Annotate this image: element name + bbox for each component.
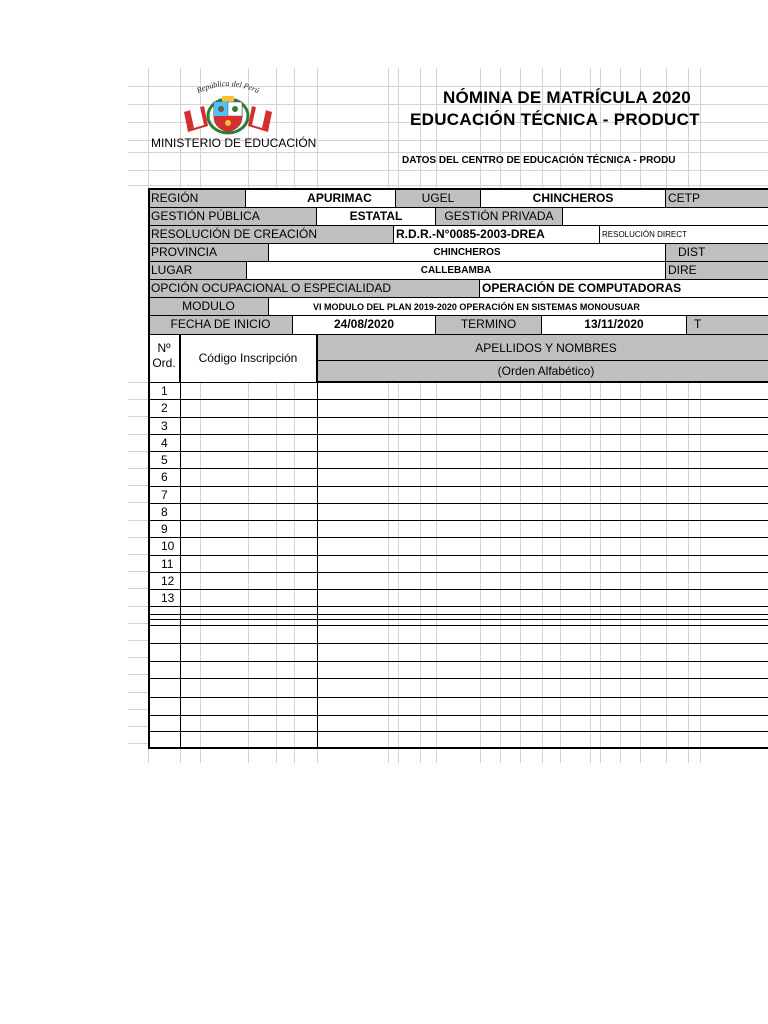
provincia-label: PROVINCIA xyxy=(149,244,269,262)
grid-row-line xyxy=(128,485,148,486)
termino-value[interactable]: 13/11/2020 xyxy=(542,316,687,335)
orden-header: (Orden Alfabético) xyxy=(317,361,768,382)
table-row[interactable] xyxy=(149,503,768,520)
row-number: 13 xyxy=(161,591,175,605)
roster-row-line xyxy=(149,678,768,679)
modulo-label: MODULO xyxy=(149,298,269,316)
table-row[interactable] xyxy=(149,486,768,503)
ugel-label: UGEL xyxy=(396,190,481,208)
grid-row-line xyxy=(128,623,148,624)
table-row[interactable] xyxy=(149,537,768,554)
row-number: 12 xyxy=(161,574,175,588)
roster-row-line xyxy=(149,731,768,732)
grid-row-line xyxy=(128,726,148,727)
nombres-header: APELLIDOS Y NOMBRES xyxy=(317,335,768,361)
table-row[interactable] xyxy=(149,382,768,399)
grid-row-line xyxy=(128,588,148,589)
grid-row-line xyxy=(128,640,148,641)
row-number: 6 xyxy=(161,470,168,484)
table-row[interactable] xyxy=(149,468,768,485)
grid-row-line xyxy=(128,554,148,555)
grid-row-line xyxy=(128,606,148,607)
document-subtitle: EDUCACIÓN TÉCNICA - PRODUCT xyxy=(410,110,700,129)
gestion-privada-value[interactable] xyxy=(563,208,768,226)
table-row[interactable] xyxy=(149,399,768,416)
codigo-header: Código Inscripción xyxy=(180,335,317,382)
table-row[interactable] xyxy=(149,434,768,451)
grid-row-line xyxy=(128,399,148,400)
roster-row-line xyxy=(149,748,768,749)
row-number: 1 xyxy=(161,384,168,398)
region-value[interactable]: APURIMAC xyxy=(246,190,396,208)
region-label: REGIÓN xyxy=(149,190,246,208)
grid-row-line xyxy=(128,743,148,744)
roster-row-line xyxy=(149,715,768,716)
resolucion-label: RESOLUCIÓN DE CREACIÓN xyxy=(149,226,394,244)
resolucion-directoral-label: RESOLUCIÓN DIRECT xyxy=(600,226,768,244)
t-label: T xyxy=(687,316,768,335)
national-crest-icon xyxy=(174,76,282,138)
grid-row-line xyxy=(128,416,148,417)
grid-row-line xyxy=(128,152,768,153)
table-row[interactable] xyxy=(149,451,768,468)
row-number: 3 xyxy=(161,419,168,433)
row-number: 11 xyxy=(161,557,174,571)
row-number: 10 xyxy=(161,539,175,553)
grid-row-line xyxy=(128,537,148,538)
ord-header xyxy=(149,335,180,382)
roster-row-line xyxy=(149,606,768,607)
svg-text:República del Perú xyxy=(194,79,260,96)
ord-header-line2: Ord. xyxy=(152,356,176,370)
roster-row-line xyxy=(149,661,768,662)
gestion-privada-label: GESTIÓN PRIVADA xyxy=(436,208,563,226)
table-row[interactable] xyxy=(149,555,768,572)
grid-row-line xyxy=(128,382,148,383)
grid-row-line xyxy=(128,502,148,503)
distrito-label: DIST xyxy=(666,244,768,262)
grid-row-line xyxy=(128,434,148,435)
cetp-label: CETP xyxy=(666,190,768,208)
table-row[interactable] xyxy=(149,520,768,537)
roster-row-line xyxy=(149,625,768,626)
lugar-label: LUGAR xyxy=(149,262,247,280)
row-number: 5 xyxy=(161,453,168,467)
ord-header-line1: Nº xyxy=(157,341,171,355)
row-number: 9 xyxy=(161,522,168,536)
modulo-value[interactable]: VI MODULO DEL PLAN 2019-2020 OPERACIÓN EN SISTEMAS MONOUSUAR xyxy=(269,298,768,316)
table-row[interactable] xyxy=(149,589,768,606)
grid-row-line xyxy=(128,674,148,675)
opcion-label: OPCIÓN OCUPACIONAL O ESPECIALIDAD xyxy=(149,280,480,298)
grid-row-line xyxy=(128,170,768,171)
row-number: 2 xyxy=(161,401,168,415)
row-number: 8 xyxy=(161,505,168,519)
grid-row-line xyxy=(128,468,148,469)
roster-row-line xyxy=(149,619,768,620)
row-number: 7 xyxy=(161,488,168,502)
grid-row-line xyxy=(128,185,768,186)
roster-row-line xyxy=(149,614,768,615)
table-row[interactable] xyxy=(149,417,768,434)
grid-row-line xyxy=(128,451,148,452)
gestion-publica-value[interactable]: ESTATAL xyxy=(317,208,436,226)
document-title: NÓMINA DE MATRÍCULA 2020 xyxy=(443,88,691,107)
crest-motto: República del Perú xyxy=(195,78,261,96)
grid-row-line xyxy=(128,692,148,693)
grid-row-line xyxy=(128,571,148,572)
provincia-value[interactable]: CHINCHEROS xyxy=(269,244,666,262)
grid-row-line xyxy=(128,520,148,521)
grid-row-line xyxy=(128,657,148,658)
fecha-inicio-label: FECHA DE INICIO xyxy=(149,316,293,335)
fecha-inicio-value[interactable]: 24/08/2020 xyxy=(293,316,436,335)
roster-row-line xyxy=(149,643,768,644)
roster-row-line xyxy=(149,697,768,698)
direccion-label: DIRE xyxy=(666,262,768,280)
gestion-publica-label: GESTIÓN PÚBLICA xyxy=(149,208,317,226)
opcion-value[interactable]: OPERACIÓN DE COMPUTADORAS xyxy=(480,280,768,298)
grid-row-line xyxy=(128,709,148,710)
table-row[interactable] xyxy=(149,572,768,589)
row-number: 4 xyxy=(161,436,168,450)
termino-label: TERMINO xyxy=(436,316,542,335)
section-title: DATOS DEL CENTRO DE EDUCACIÓN TÉCNICA - PRODU xyxy=(402,155,676,166)
ugel-value[interactable]: CHINCHEROS xyxy=(481,190,666,208)
ministry-name: MINISTERIO DE EDUCACIÓN xyxy=(151,136,317,150)
lugar-value[interactable]: CALLEBAMBA xyxy=(247,262,666,280)
resolucion-value[interactable]: R.D.R.-N°0085-2003-DREA xyxy=(394,226,600,244)
